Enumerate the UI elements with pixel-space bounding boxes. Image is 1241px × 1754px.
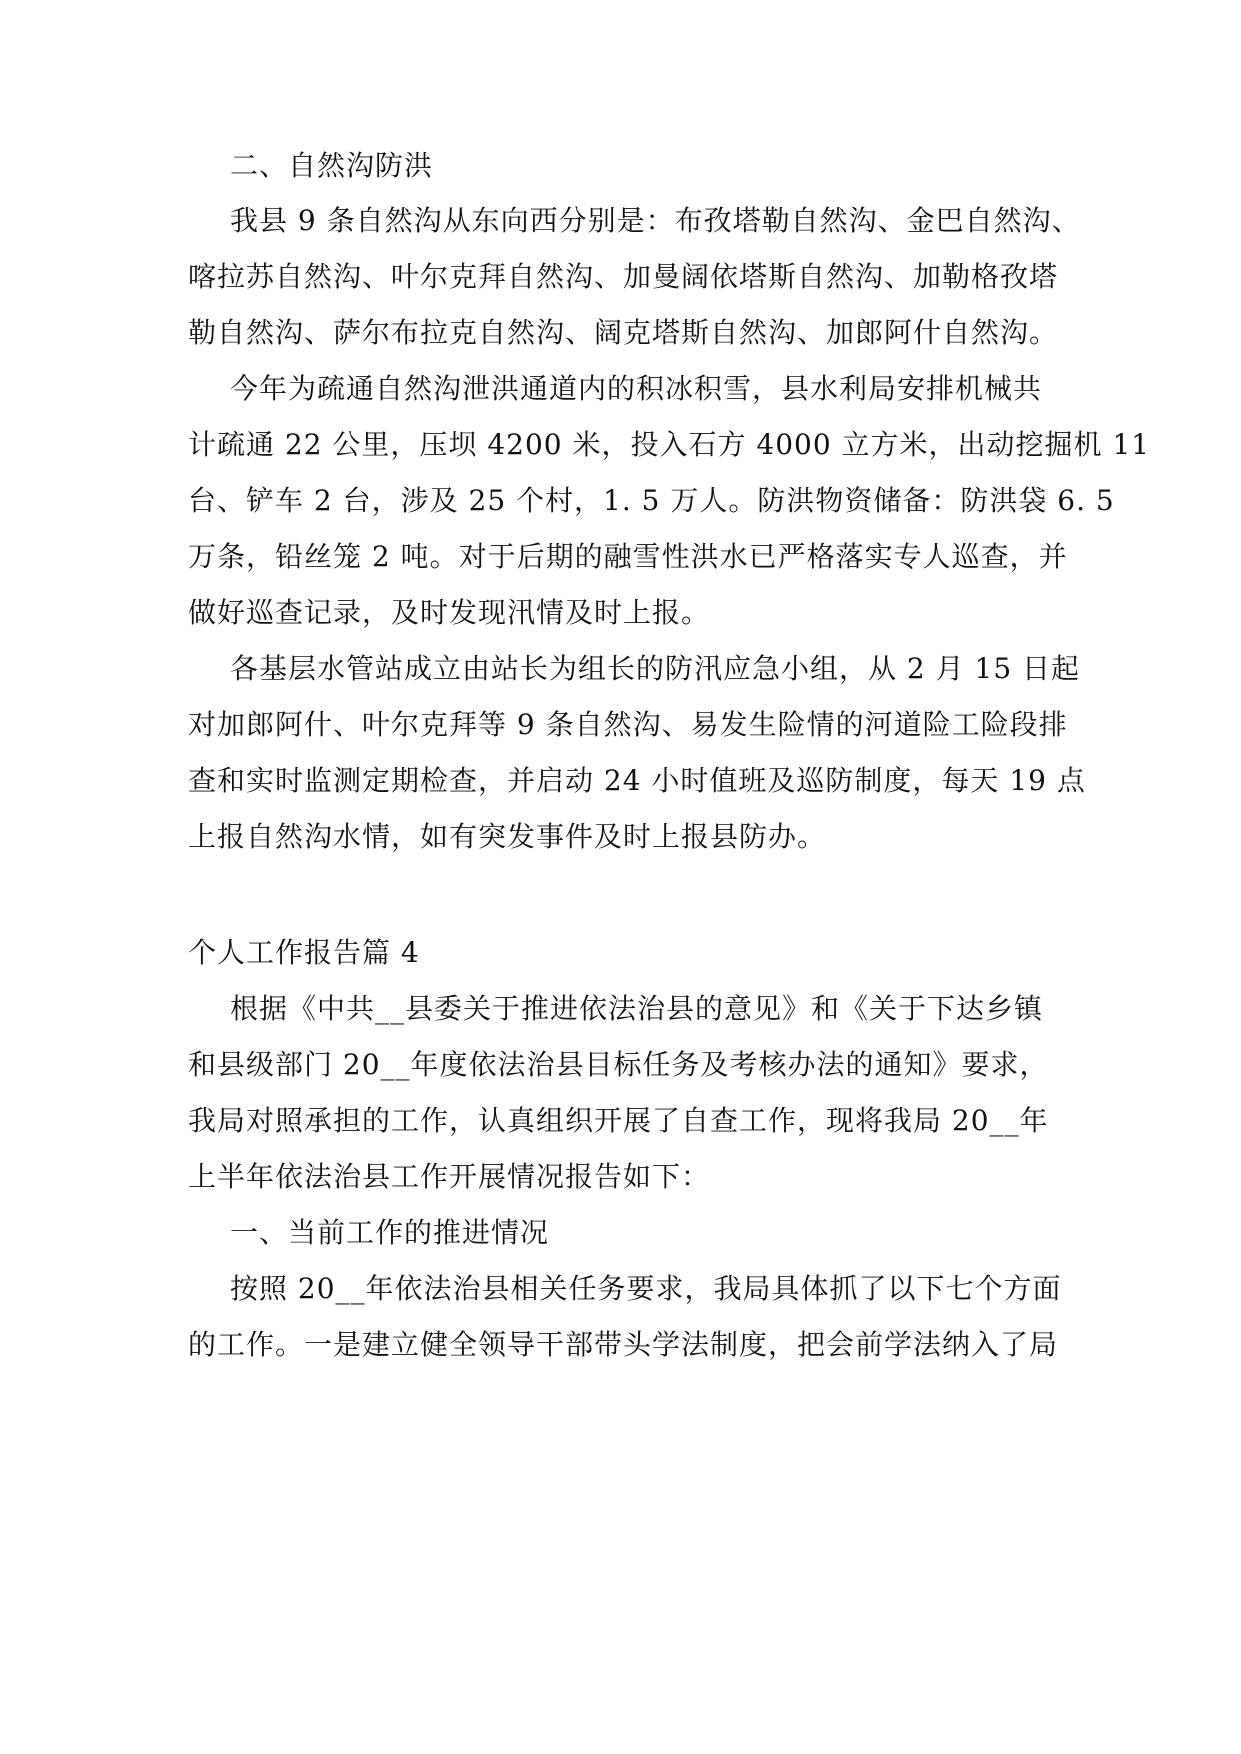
- paragraph-line: 按照 20__年依法治县相关任务要求，我局具体抓了以下七个方面: [230, 1272, 1062, 1305]
- section-heading: 二、自然沟防洪: [230, 149, 434, 182]
- paragraph-line: 对加郎阿什、叶尔克拜等 9 条自然沟、易发生险情的河道险工险段排: [188, 708, 1068, 741]
- paragraph-line: 计疏通 22 公里，压坝 4200 米，投入石方 4000 立方米，出动挖掘机 11: [188, 428, 1151, 461]
- paragraph-line: 上半年依法治县工作开展情况报告如下：: [188, 1160, 711, 1193]
- paragraph-line: 上报自然沟水情，如有突发事件及时上报县防办。: [188, 820, 827, 853]
- paragraph-line: 和县级部门 20__年度依法治县目标任务及考核办法的通知》要求，: [188, 1048, 1049, 1081]
- paragraph-line: 喀拉苏自然沟、叶尔克拜自然沟、加曼阔依塔斯自然沟、加勒格孜塔: [188, 260, 1059, 293]
- report-title: 个人工作报告篇 4: [188, 936, 420, 969]
- paragraph-line: 万条，铅丝笼 2 吨。对于后期的融雪性洪水已严格落实专人巡查，并: [188, 540, 1068, 573]
- paragraph-line: 根据《中共__县委关于推进依法治县的意见》和《关于下达乡镇: [230, 992, 1044, 1025]
- paragraph-line: 今年为疏通自然沟泄洪通道内的积冰积雪，县水利局安排机械共: [230, 372, 1043, 405]
- paragraph-line: 各基层水管站成立由站长为组长的防汛应急小组，从 2 月 15 日起: [230, 652, 1081, 685]
- paragraph-line: 台、铲车 2 台，涉及 25 个村，1. 5 万人。防洪物资储备：防洪袋 6. 5: [188, 484, 1115, 517]
- section-heading: 一、当前工作的推进情况: [230, 1216, 550, 1249]
- paragraph-line: 勒自然沟、萨尔布拉克自然沟、阔克塔斯自然沟、加郎阿什自然沟。: [188, 316, 1059, 349]
- paragraph-line: 我局对照承担的工作，认真组织开展了自查工作，现将我局 20__年: [188, 1104, 1049, 1137]
- paragraph-line: 做好巡查记录，及时发现汛情及时上报。: [188, 596, 711, 629]
- paragraph-line: 我县 9 条自然沟从东向西分别是：布孜塔勒自然沟、金巴自然沟、: [230, 204, 1081, 237]
- paragraph-line: 的工作。一是建立健全领导干部带头学法制度，把会前学法纳入了局: [188, 1328, 1059, 1361]
- paragraph-line: 查和实时监测定期检查，并启动 24 小时值班及巡防制度，每天 19 点: [188, 764, 1086, 797]
